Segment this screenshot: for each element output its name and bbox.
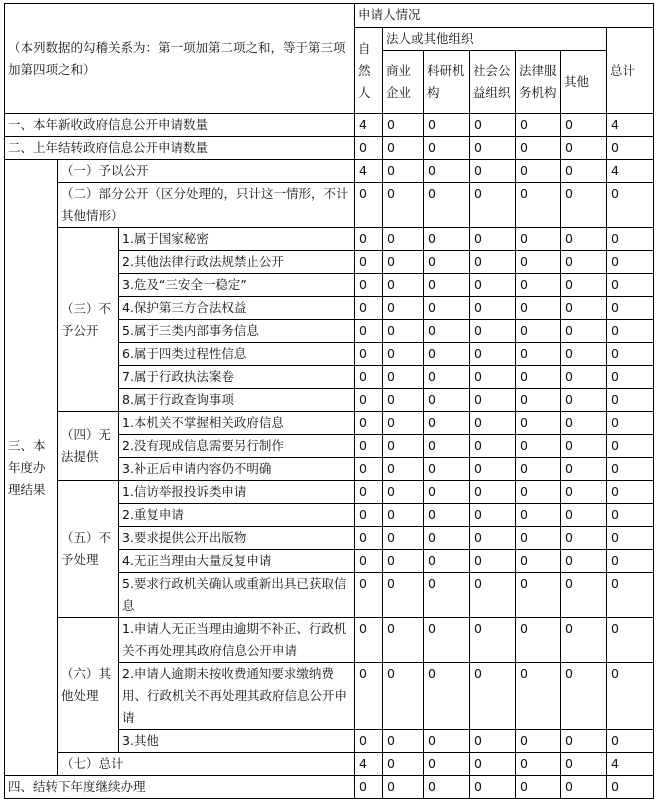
value-cell: 0: [355, 343, 383, 366]
value-cell: 0: [561, 297, 607, 320]
value-cell: 0: [383, 160, 424, 183]
value-cell: 0: [516, 527, 561, 550]
value-cell: 0: [355, 251, 383, 274]
table-row: [5, 618, 654, 663]
item-label: 1.属于国家秘密: [119, 228, 355, 251]
value-cell: 0: [516, 412, 561, 435]
item-label: 3.要求提供公开出版物: [119, 527, 355, 550]
header-commercial: 商业企业: [383, 51, 424, 114]
value-cell: 0: [424, 550, 470, 573]
value-cell: 0: [516, 730, 561, 753]
group-label: （七）总计: [58, 753, 355, 776]
value-cell: 0: [516, 366, 561, 389]
value-cell: 0: [470, 137, 516, 160]
value-cell: 0: [383, 458, 424, 481]
value-cell: 0: [561, 435, 607, 458]
value-cell: 0: [470, 550, 516, 573]
value-cell: 0: [561, 389, 607, 412]
value-cell: 0: [470, 274, 516, 297]
value-cell: 0: [561, 618, 607, 663]
value-cell: 0: [470, 618, 516, 663]
value-cell: 0: [607, 274, 654, 297]
item-label: 4.保护第三方合法权益: [119, 297, 355, 320]
table-row: [5, 137, 654, 160]
item-label: 4.无正当理由大量反复申请: [119, 550, 355, 573]
value-cell: 0: [383, 435, 424, 458]
value-cell: 0: [383, 753, 424, 776]
value-cell: 0: [516, 573, 561, 618]
value-cell: 0: [516, 160, 561, 183]
value-cell: 0: [516, 137, 561, 160]
value-cell: 0: [355, 297, 383, 320]
table-row: [5, 776, 654, 799]
value-cell: 0: [424, 730, 470, 753]
value-cell: 0: [470, 435, 516, 458]
item-label: 8.属于行政查询事项: [119, 389, 355, 412]
value-cell: 0: [470, 730, 516, 753]
value-cell: 0: [424, 435, 470, 458]
value-cell: 0: [561, 573, 607, 618]
value-cell: 0: [470, 297, 516, 320]
value-cell: 0: [383, 730, 424, 753]
value-cell: 0: [516, 183, 561, 228]
row-label: 一、本年新收政府信息公开申请数量: [5, 114, 355, 137]
value-cell: 0: [355, 389, 383, 412]
header-social: 社会公益组织: [470, 51, 516, 114]
value-cell: 0: [470, 776, 516, 799]
value-cell: 0: [383, 274, 424, 297]
value-cell: 0: [383, 504, 424, 527]
value-cell: 0: [424, 458, 470, 481]
item-label: 6.属于四类过程性信息: [119, 343, 355, 366]
value-cell: 0: [561, 251, 607, 274]
row-label: 四、结转下年度继续办理: [5, 776, 355, 799]
value-cell: 0: [561, 412, 607, 435]
value-cell: 0: [470, 114, 516, 137]
header-applicant: 申请人情况: [355, 4, 654, 28]
value-cell: 0: [424, 753, 470, 776]
disclosure-statistics-table: [4, 3, 654, 799]
value-cell: 0: [607, 435, 654, 458]
value-cell: 0: [607, 366, 654, 389]
value-cell: 0: [383, 366, 424, 389]
header-total: 总计: [607, 28, 654, 114]
value-cell: 0: [383, 573, 424, 618]
value-cell: 4: [355, 114, 383, 137]
value-cell: 0: [355, 550, 383, 573]
value-cell: 0: [470, 481, 516, 504]
value-cell: 0: [383, 137, 424, 160]
value-cell: 0: [516, 114, 561, 137]
value-cell: 0: [355, 730, 383, 753]
value-cell: 0: [561, 320, 607, 343]
value-cell: 0: [516, 297, 561, 320]
value-cell: 0: [424, 527, 470, 550]
value-cell: 0: [424, 366, 470, 389]
value-cell: 0: [561, 114, 607, 137]
value-cell: 0: [607, 504, 654, 527]
value-cell: 0: [383, 228, 424, 251]
value-cell: 0: [470, 228, 516, 251]
value-cell: 0: [607, 481, 654, 504]
value-cell: 0: [516, 753, 561, 776]
value-cell: 0: [607, 730, 654, 753]
value-cell: 0: [607, 550, 654, 573]
value-cell: 0: [516, 228, 561, 251]
header-research: 科研机构: [424, 51, 470, 114]
value-cell: 0: [424, 251, 470, 274]
group-label: （六）其他处理: [58, 618, 119, 753]
value-cell: 0: [355, 435, 383, 458]
value-cell: 0: [355, 481, 383, 504]
value-cell: 0: [561, 274, 607, 297]
group-label: （三）不予公开: [58, 228, 119, 412]
value-cell: 0: [355, 137, 383, 160]
value-cell: 0: [424, 114, 470, 137]
value-cell: 0: [470, 160, 516, 183]
value-cell: 0: [607, 320, 654, 343]
value-cell: 0: [424, 343, 470, 366]
value-cell: 0: [355, 573, 383, 618]
value-cell: 0: [516, 274, 561, 297]
value-cell: 0: [355, 527, 383, 550]
value-cell: 0: [516, 435, 561, 458]
value-cell: 0: [607, 137, 654, 160]
value-cell: 0: [607, 183, 654, 228]
value-cell: 0: [561, 504, 607, 527]
header-legal-service: 法律服务机构: [516, 51, 561, 114]
value-cell: 0: [383, 320, 424, 343]
section-label: 三、本年度办理结果: [5, 160, 58, 776]
value-cell: 0: [424, 183, 470, 228]
value-cell: 4: [607, 160, 654, 183]
value-cell: 0: [424, 618, 470, 663]
item-label: 5.属于三类内部事务信息: [119, 320, 355, 343]
value-cell: 0: [561, 481, 607, 504]
value-cell: 0: [355, 274, 383, 297]
value-cell: 0: [607, 618, 654, 663]
group-label: （二）部分公开（区分处理的，只计这一情形，不计其他情形）: [58, 183, 355, 228]
value-cell: 0: [424, 228, 470, 251]
group-label: （五）不予处理: [58, 481, 119, 618]
value-cell: 4: [355, 160, 383, 183]
value-cell: 0: [424, 297, 470, 320]
item-label: 1.信访举报投诉类申请: [119, 481, 355, 504]
value-cell: 0: [470, 663, 516, 730]
value-cell: 0: [383, 389, 424, 412]
value-cell: 0: [383, 183, 424, 228]
value-cell: 0: [516, 481, 561, 504]
value-cell: 0: [561, 527, 607, 550]
value-cell: 0: [607, 458, 654, 481]
value-cell: 0: [607, 412, 654, 435]
value-cell: 0: [424, 776, 470, 799]
value-cell: 0: [355, 320, 383, 343]
table-row: [5, 228, 654, 251]
value-cell: 0: [383, 412, 424, 435]
table-body: [5, 114, 654, 799]
value-cell: 0: [561, 663, 607, 730]
value-cell: 0: [470, 251, 516, 274]
value-cell: 0: [561, 776, 607, 799]
value-cell: 4: [607, 114, 654, 137]
item-label: 1.本机关不掌握相关政府信息: [119, 412, 355, 435]
value-cell: 0: [355, 504, 383, 527]
value-cell: 0: [424, 389, 470, 412]
value-cell: 0: [516, 320, 561, 343]
value-cell: 0: [355, 183, 383, 228]
value-cell: 0: [424, 412, 470, 435]
value-cell: 0: [516, 251, 561, 274]
table-row: [5, 114, 654, 137]
value-cell: 0: [355, 228, 383, 251]
value-cell: 0: [424, 137, 470, 160]
value-cell: 0: [607, 776, 654, 799]
value-cell: 0: [424, 274, 470, 297]
value-cell: 4: [355, 753, 383, 776]
value-cell: 0: [470, 573, 516, 618]
value-cell: 0: [607, 297, 654, 320]
value-cell: 0: [355, 618, 383, 663]
value-cell: 0: [424, 504, 470, 527]
value-cell: 0: [561, 228, 607, 251]
value-cell: 0: [607, 251, 654, 274]
value-cell: 0: [607, 573, 654, 618]
value-cell: 0: [470, 412, 516, 435]
header-legal-group: 法人或其他组织: [383, 28, 607, 51]
item-label: 3.其他: [119, 730, 355, 753]
value-cell: 0: [470, 458, 516, 481]
value-cell: 0: [561, 183, 607, 228]
value-cell: 0: [470, 320, 516, 343]
value-cell: 0: [516, 504, 561, 527]
value-cell: 0: [516, 776, 561, 799]
value-cell: 0: [424, 573, 470, 618]
value-cell: 0: [424, 320, 470, 343]
value-cell: 0: [383, 343, 424, 366]
item-label: 2.重复申请: [119, 504, 355, 527]
value-cell: 0: [383, 251, 424, 274]
item-label: 2.其他法律行政法规禁止公开: [119, 251, 355, 274]
value-cell: 0: [470, 527, 516, 550]
value-cell: 0: [561, 137, 607, 160]
header-note: （本列数据的勾稽关系为：第一项加第二项之和，等于第三项加第四项之和）: [5, 4, 355, 114]
table-row: [5, 753, 654, 776]
row-label: 二、上年结转政府信息公开申请数量: [5, 137, 355, 160]
value-cell: 0: [561, 458, 607, 481]
value-cell: 0: [607, 527, 654, 550]
value-cell: 0: [561, 343, 607, 366]
group-label: （一）予以公开: [58, 160, 355, 183]
value-cell: 0: [516, 458, 561, 481]
value-cell: 0: [383, 527, 424, 550]
value-cell: 0: [561, 160, 607, 183]
value-cell: 0: [470, 753, 516, 776]
item-label: 2.申请人逾期未按收费通知要求缴纳费用、行政机关不再处理其政府信息公开申请: [119, 663, 355, 730]
value-cell: 0: [607, 389, 654, 412]
item-label: 3.危及“三安全一稳定”: [119, 274, 355, 297]
value-cell: 0: [424, 160, 470, 183]
item-label: 5.要求行政机关确认或重新出具已获取信息: [119, 573, 355, 618]
value-cell: 0: [383, 114, 424, 137]
item-label: 3.补正后申请内容仍不明确: [119, 458, 355, 481]
table-row: [5, 481, 654, 504]
value-cell: 0: [607, 343, 654, 366]
value-cell: 0: [383, 776, 424, 799]
item-label: 2.没有现成信息需要另行制作: [119, 435, 355, 458]
table-row: [5, 412, 654, 435]
value-cell: 0: [355, 458, 383, 481]
group-label: （四）无法提供: [58, 412, 119, 481]
value-cell: 0: [607, 663, 654, 730]
item-label: 7.属于行政执法案卷: [119, 366, 355, 389]
value-cell: 0: [470, 389, 516, 412]
value-cell: 0: [383, 481, 424, 504]
value-cell: 0: [470, 504, 516, 527]
value-cell: 0: [355, 366, 383, 389]
item-label: 1.申请人无正当理由逾期不补正、行政机关不再处理其政府信息公开申请: [119, 618, 355, 663]
value-cell: 0: [561, 753, 607, 776]
value-cell: 0: [383, 297, 424, 320]
value-cell: 0: [383, 618, 424, 663]
header-natural-person: 自然人: [355, 28, 383, 114]
value-cell: 0: [355, 412, 383, 435]
table-row: [5, 160, 654, 183]
value-cell: 4: [607, 753, 654, 776]
value-cell: 0: [516, 550, 561, 573]
value-cell: 0: [470, 183, 516, 228]
value-cell: 0: [470, 343, 516, 366]
value-cell: 0: [516, 618, 561, 663]
value-cell: 0: [424, 481, 470, 504]
table-row: [5, 183, 654, 228]
header-other: 其他: [561, 51, 607, 114]
value-cell: 0: [383, 550, 424, 573]
value-cell: 0: [607, 228, 654, 251]
value-cell: 0: [561, 730, 607, 753]
value-cell: 0: [383, 663, 424, 730]
value-cell: 0: [516, 663, 561, 730]
value-cell: 0: [561, 550, 607, 573]
value-cell: 0: [355, 663, 383, 730]
value-cell: 0: [516, 389, 561, 412]
value-cell: 0: [470, 366, 516, 389]
value-cell: 0: [561, 366, 607, 389]
value-cell: 0: [516, 343, 561, 366]
value-cell: 0: [355, 776, 383, 799]
value-cell: 0: [424, 663, 470, 730]
